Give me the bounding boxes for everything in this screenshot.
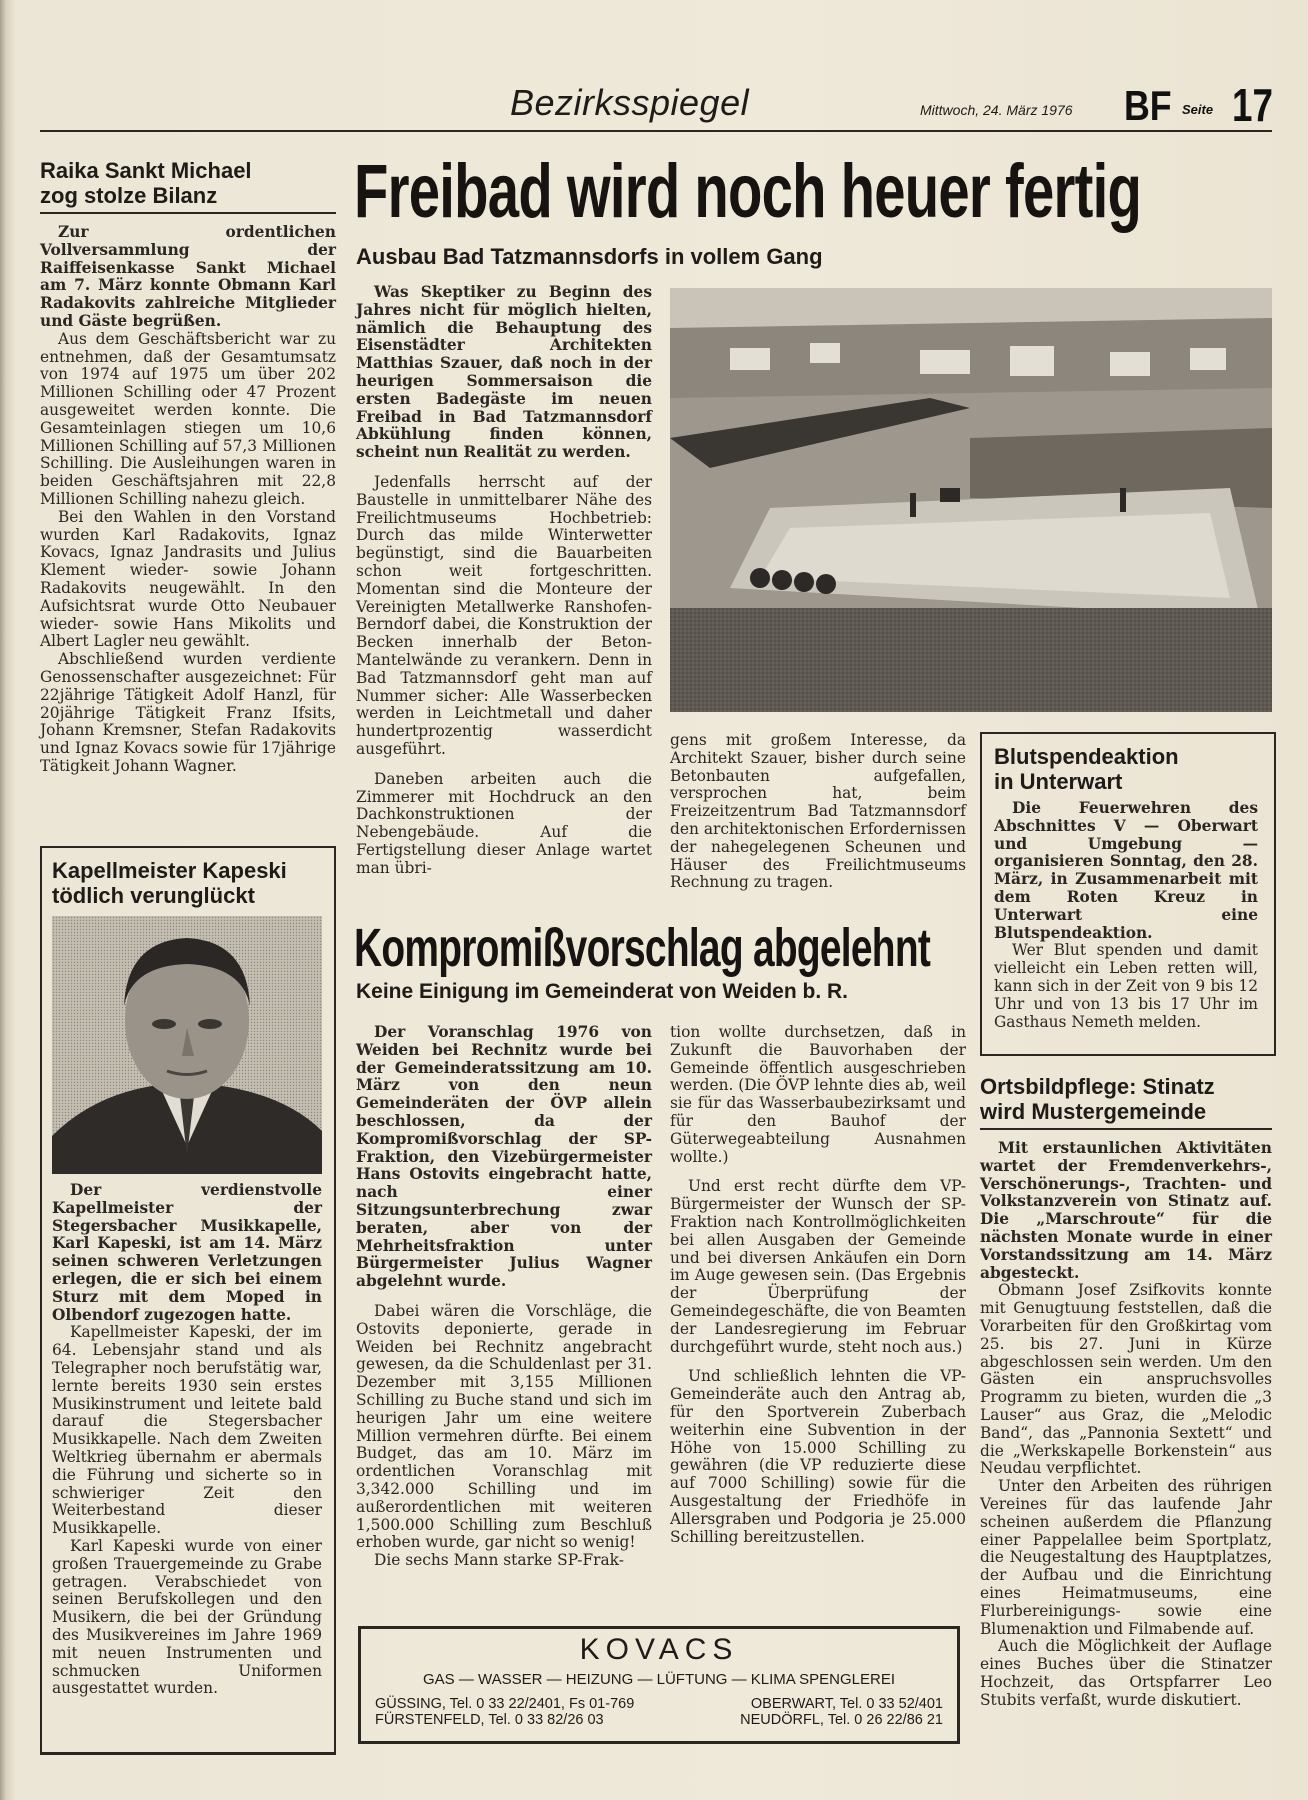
- paragraph: Und erst recht dürfte dem VP-Bürgermeister der Wunsch der SP-Fraktion nach Kontrollmöglichkeiten bei allen Ausgaben der Gemeinde und bei diversen Ankäufen ein Dorn im Auge gewesen sein. (Das Ergebnis der Überprüfung der Gemeindegeschäfte, die von Beamten der Landesregierung im Februar durchgeführt wurde, steht noch aus.): [670, 1177, 966, 1356]
- article-freibad-headline: Freibad wird noch heuer fertig: [354, 149, 1142, 234]
- headline-line: tödlich verunglückt: [52, 883, 255, 908]
- lead-paragraph: Der Voranschlag 1976 von Weiden bei Rechnitz wurde bei der Gemeinderatssitzung am 10. März von den neun Gemeinderäten der ÖVP allein beschlossen, da der Kompromißvorschlag der SP-Fraktion, den Vizebürgermeister Hans Ostovits eingebracht hatte, nach einer Sitzungsunterbrechung zwar beraten, aber von der Mehrheitsfraktion unter Bürgermeister Julius Wagner abgelehnt wurde.: [356, 1023, 652, 1291]
- lead-paragraph: Mit erstaunlichen Aktivitäten wartet der Fremdenverkehrs-, Verschönerungs-, Trachten- und Volkstanzverein von Stinatz auf. Die „Marschroute“ für die nächsten Monate wurde in einer Vorstandssitzung am 14. März abgesteckt.: [980, 1139, 1272, 1282]
- article-stinatz-headline: [980, 1074, 1272, 1130]
- lead-paragraph: Was Skeptiker zu Beginn des Jahres nicht für möglich hielten, nämlich die Behauptung des Eisenstädter Architekten Matthias Szauer, daß noch in der heurigen Sommersaison die ersten Badegäste im neuen Freibad in Bad Tatzmannsdorf Abkühlung finden können, scheint nun Realität zu werden.: [356, 283, 652, 462]
- article-freibad-subheadline: Ausbau Bad Tatzmannsdorfs in vollem Gang: [356, 244, 823, 269]
- masthead: [40, 78, 1272, 132]
- ad-company-name: KOVACS: [579, 1633, 739, 1666]
- headline-line: Ortsbildpflege: Stinatz: [980, 1074, 1215, 1099]
- section-title: Bezirksspiegel: [510, 82, 750, 123]
- page-number: 17: [1232, 79, 1273, 131]
- paragraph: Kapellmeister Kapeski, der im 64. Lebensjahr stand und als Telegrapher noch berufstätig war, lernte bereits 1930 sein erstes Musikinstrument und leitete bald darauf die Stegersbacher Musikkapelle. Nach dem Zweiten Weltkrieg übernahm er abermals die Führung und sicherte so in schwieriger Zeit den Weiterbestand dieser Musikkapelle.: [52, 1323, 322, 1538]
- paragraph: Unter den Arbeiten des rührigen Vereines für das laufende Jahr scheinen außerdem die Pflanzung einer Pappelallee beim Sportplatz, die Neugestaltung des Hauptplatzes, der Aufbau und die Einrichtung eines Heimatmuseums, eine Flurbereinigungs- sowie eine Blumenaktion und Filmabende auf.: [980, 1477, 1272, 1638]
- article-raika-headline: [40, 158, 336, 214]
- ad-location-neudoerfl: NEUDÖRFL, Tel. 0 26 22/86 21: [740, 1712, 943, 1728]
- lead-paragraph: Zur ordentlichen Vollversammlung der Raiffeisenkasse Sankt Michael am 7. März konnte Obmann Karl Radakovits zahlreiche Mitglieder und Gäste begrüßen.: [40, 223, 336, 330]
- article-kompromiss-subheadline: Keine Einigung im Gemeinderat von Weiden b. R.: [356, 980, 849, 1003]
- headline-line: wird Mustergemeinde: [980, 1099, 1207, 1124]
- article-raika: [40, 158, 336, 776]
- issue-date: Mittwoch, 24. März 1976: [920, 102, 1073, 118]
- construction-site-image: [670, 288, 1272, 712]
- headline-line: zog stolze Bilanz: [40, 183, 218, 208]
- headline-line: Blutspendeaktion: [994, 744, 1179, 769]
- paragraph: Aus dem Geschäftsbericht war zu entnehmen, daß der Gesamtumsatz von 1974 auf 1975 um über 202 Millionen Schilling oder 47 Prozent ausgeweitet werden konnte. Die Gesamteinlagen stiegen um 10,6 Millionen Schilling auf 57,3 Millionen Schilling. Die Ausleihungen waren in beiden Geschäftsjahren mit 22,8 Millionen Schilling nahezu gleich.: [40, 329, 336, 508]
- construction-photo: [670, 288, 1272, 712]
- portrait-photo: [52, 916, 322, 1174]
- article-stinatz: [980, 1074, 1272, 1710]
- paragraph: Die sechs Mann starke SP-Frak-: [374, 1551, 624, 1570]
- paragraph: Obmann Josef Zsifkovits konnte mit Genugtuung feststellen, daß die Vorarbeiten für den Großkirtag vom 25. bis 27. Juni in Kürze abgeschlossen sein werden. Um den Gästen ein anspruchsvolles Programm zu bieten, wurden die „3 Lauser“ aus Graz, die „Melodic Band“, das „Pannonia Sextett“ und die „Werkskapelle Borkenstein“ aus Neudau verpflichtet.: [980, 1281, 1272, 1478]
- paragraph: Und schließlich lehnten die VP-Gemeinderäte auch den Antrag ab, für den Sportverein Zuberbach weiterhin eine Subvention in der Höhe von 15.000 Schilling zu gewähren (die VP reduzierte diese auf 7000 Schilling) sowie für die Ausgestaltung der Friedhöfe in Allersgraben und Podgoria je 25.000 Schilling bereitzustellen.: [670, 1367, 966, 1546]
- headline-line: Raika Sankt Michael: [40, 158, 252, 183]
- paragraph: Dabei wären die Vorschläge, die Ostovits deponierte, gerade in Weiden bei Rechnitz angebracht gewesen, da die Schuldenlast per 31. Dezember mit 3,155 Millionen Schilling zu Buche stand und sich im heurigen Jahr um eine weitere Million vermehren dürfte. Bei einem Budget, das am 10. März im ordentlichen Voranschlag mit 3,342.000 Schilling und im außerordentlichen mit weiteren 1,500.000 Schilling zum Beschluß erhoben wurde, gar nicht so wenig!: [356, 1301, 652, 1552]
- article-kapeski-headline: [52, 858, 322, 908]
- article-kompromiss-col2: [670, 1024, 966, 1546]
- article-kompromiss-headline: Kompromißvorschlag abgelehnt: [354, 918, 931, 978]
- portrait-image: [52, 916, 322, 1174]
- paragraph: Karl Kapeski wurde von einer großen Trauergemeinde zu Grabe getragen. Verabschiedet von seinen Berufskollegen und den Musikern, die bei der Gründung des Musikvereines im Jahre 1969 mit neuen Instrumenten und schmucken Uniformen ausgestattet wurden.: [52, 1536, 322, 1698]
- page-label: Seite: [1182, 102, 1214, 117]
- article-freibad-col1: [356, 284, 652, 878]
- article-blutspende: [994, 744, 1258, 1031]
- paragraph: Bei den Wahlen in den Vorstand wurden Karl Radakovits, Ignaz Kovacs, Ignaz Jandrasits und Julius Klement wieder- sowie Johann Radakovits neugewählt. In den Aufsichtsrat wurde Otto Neubauer wieder- sowie Hans Mikolits und Albert Lagler neu gewählt.: [40, 507, 336, 651]
- headline-line: Kapellmeister Kapeski: [52, 858, 287, 883]
- article-blutspende-headline: [994, 744, 1258, 794]
- article-freibad-col2: [670, 732, 966, 892]
- paragraph: Wer Blut spenden und damit vielleicht ein Leben retten will, kann sich in der Zeit von 9 bis 12 Uhr und von 13 bis 17 Uhr im Gasthaus Nemeth melden.: [994, 941, 1258, 1031]
- headline-line: in Unterwart: [994, 769, 1123, 794]
- ad-services: GAS — WASSER — HEIZUNG — LÜFTUNG — KLIMA SPENGLEREI: [422, 1671, 896, 1688]
- article-kapeski: [52, 858, 322, 1698]
- ad-location-guessing: GÜSSING, Tel. 0 33 22/2401, Fs 01-769: [375, 1696, 635, 1712]
- lead-paragraph: Der verdienstvolle Kapellmeister der Stegersbacher Musikkapelle, Karl Kapeski, ist am 14. März seinen schweren Verletzungen erlegen, die er sich bei einem Sturz mit dem Moped in Olbendorf zugezogen hatte.: [52, 1181, 322, 1324]
- paragraph: gens mit großem Interesse, da Architekt Szauer, bisher durch seine Betonbauten aufgefallen, versprochen hat, beim Freizeitzentrum Bad Tatzmannsdorf den architektonischen Erfordernissen der nahegelegenen Scheunen und Häuser des Freilichtmuseums Rechnung zu tragen.: [670, 731, 966, 892]
- paragraph: tion wollte durchsetzen, daß in Zukunft die Bauvorhaben der Gemeinde öffentlich ausgeschrieben werden. (Die ÖVP lehnte dies ab, weil sie für das Wasserbaubezirksamt und für den Bauhof der Güterwegeabteilung Ausnahmen wollte.): [670, 1023, 966, 1166]
- newspaper-logo: BF: [1124, 82, 1172, 129]
- paragraph: Daneben arbeiten auch die Zimmerer mit Hochdruck an den Dachkonstruktionen der Nebengebäude. Auf die Fertigstellung dieser Anlage wartet man übri-: [356, 769, 652, 877]
- lead-paragraph: Die Feuerwehren des Abschnittes V — Oberwart und Umgebung — organisieren Sonntag, den 28. März, in Zusammenarbeit mit dem Roten Kreuz in Unterwart eine Blutspendeaktion.: [994, 799, 1258, 942]
- article-kompromiss-col1: [356, 1024, 652, 1570]
- advertisement-kovacs: [358, 1626, 960, 1744]
- ad-location-oberwart: OBERWART, Tel. 0 33 52/401: [750, 1696, 943, 1712]
- paragraph: Abschließend wurden verdiente Genossenschafter ausgezeichnet: Für 22jährige Tätigkeit Adolf Hanzl, für 20jährige Tätigkeit Franz Ifsits, Johann Kremsner, Stefan Radakovits und Ignaz Kovacs sowie für 17jährige Tätigkeit Johann Wagner.: [40, 650, 336, 775]
- ad-location-fuerstenfeld: FÜRSTENFELD, Tel. 0 33 82/26 03: [375, 1712, 604, 1728]
- paragraph: Auch die Möglichkeit der Auflage eines Buches über die Stinatzer Hochzeit, das Ortspfarrer Leo Stubits verfaßt, wurde diskutiert.: [980, 1637, 1272, 1709]
- paragraph: Jedenfalls herrscht auf der Baustelle in unmittelbarer Nähe des Freilichtmuseums Hochbetrieb: Durch das milde Winterwetter begünstigt, sind die Bauarbeiten schon weit fortgeschritten. Momentan sind die Monteure der Vereinigten Metallwerke Ranshofen-Berndorf dabei, die Konstruktion der Becken innerhalb der Beton-Mantelwände zu verankern. Denn in Bad Tatzmannsdorf geht man auf Nummer sicher: Alle Wasserbecken werden in Leichtmetall und daher hundertprozentig wasserdicht ausgeführt.: [356, 472, 652, 758]
